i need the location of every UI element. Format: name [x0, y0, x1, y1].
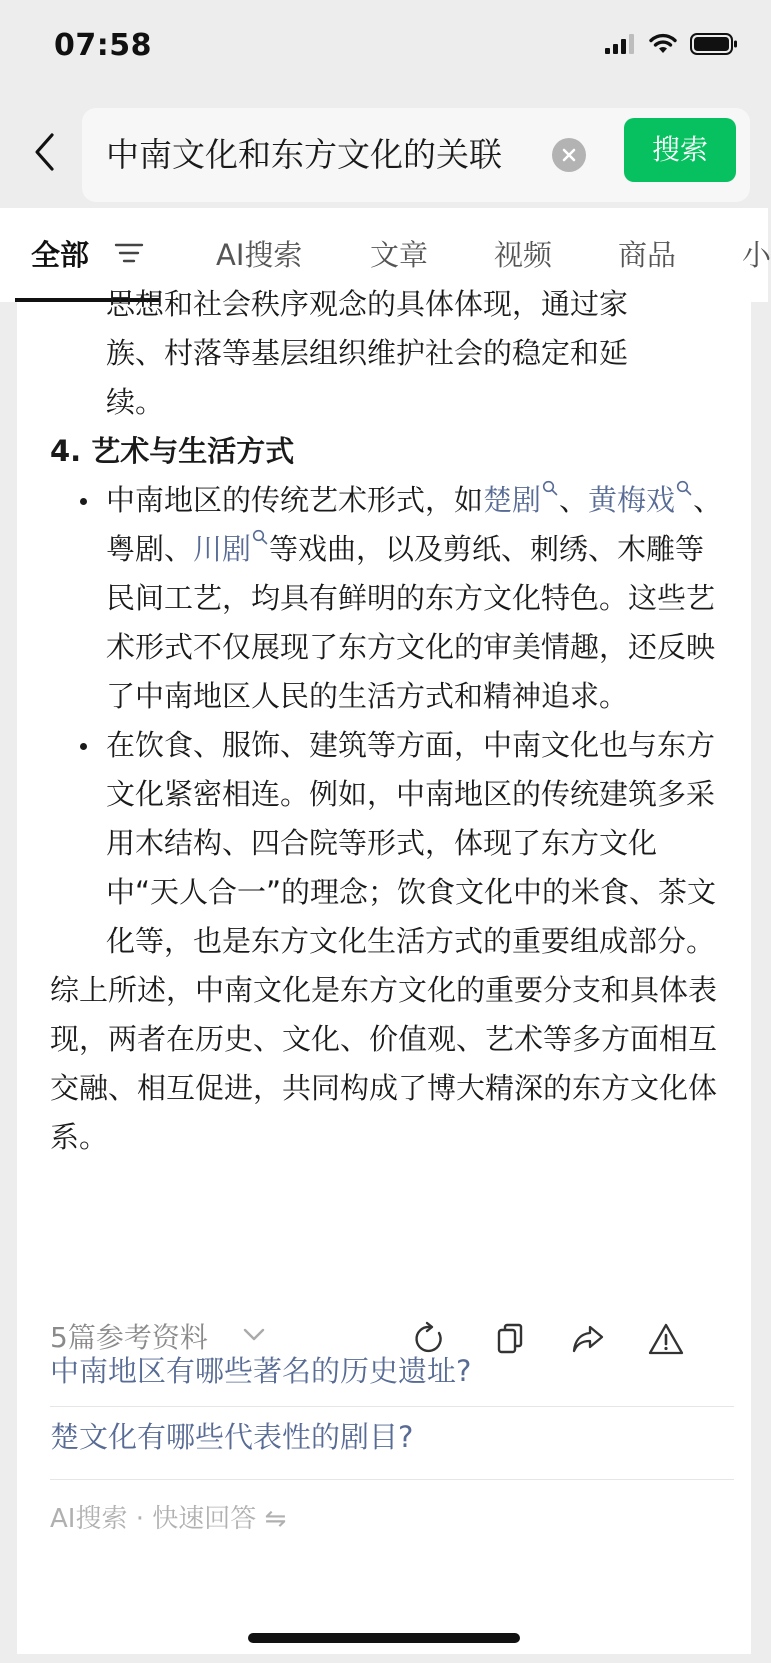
partial-paragraph	[50, 280, 730, 427]
report-button[interactable]	[646, 1319, 686, 1359]
clear-search-button[interactable]	[552, 138, 586, 172]
footer-label: AI搜索 · 快速回答 ⇋	[50, 1504, 287, 1534]
cellular-signal-icon	[604, 33, 636, 59]
references-toggle[interactable]: 5篇参考资料	[50, 1321, 208, 1354]
link-huangmeixi[interactable]: 黄梅戏	[588, 483, 676, 517]
filter-icon[interactable]	[114, 238, 144, 272]
text-span: 等戏曲，以及剪纸、刺绣、木雕等民间工艺，均具有鲜明的东方文化特色。这些艺术形式不仅展现了东方文化的审美情趣，还反映了中南地区人民的生活方式和精神追求。	[106, 532, 716, 713]
text-line: 续。	[106, 385, 165, 419]
status-bar	[0, 0, 768, 96]
search-icon	[676, 480, 692, 496]
search-icon	[542, 480, 558, 496]
link-chuju[interactable]: 楚剧	[483, 483, 542, 517]
tab-ai-search[interactable]: AI搜索	[216, 238, 303, 272]
link-chuanju[interactable]: 川剧	[193, 532, 252, 566]
bullet-text	[106, 476, 730, 721]
search-bar-row	[0, 96, 768, 208]
status-time: 07:58	[54, 28, 152, 63]
warning-icon	[647, 1321, 685, 1357]
section-heading: 4. 艺术与生活方式	[50, 434, 295, 468]
chevron-down-icon[interactable]	[242, 1327, 266, 1343]
summary-paragraph: 综上所述，中南文化是东方文化的重要分支和具体表现，两者在历史、文化、价值观、艺术等多方面相互交融、相互促进，共同构成了博大精深的东方文化体系。	[50, 973, 718, 1154]
suggested-question-2[interactable]: 楚文化有哪些代表性的剧目?	[50, 1420, 414, 1454]
text-line: 思想和社会秩序观念的具体体现，通过家	[106, 287, 629, 321]
tab-videos[interactable]: 视频	[494, 238, 553, 272]
divider	[50, 1406, 734, 1407]
battery-icon	[690, 32, 738, 60]
bullet-text: 在饮食、服饰、建筑等方面，中南文化也与东方文化紧密相连。例如，中南地区的传统建筑多采用木结构、四合院等形式，体现了东方文化中“天人合一”的理念；饮食文化中的米食、茶文化等，也是东方文化生活方式的重要组成部分。	[106, 728, 717, 958]
status-icons	[604, 32, 738, 60]
text-span: 、	[559, 483, 589, 517]
ai-answer-card	[17, 287, 751, 1654]
bullet-dot	[80, 498, 87, 505]
tab-articles[interactable]: 文章	[370, 238, 429, 272]
bullet-item	[50, 721, 730, 966]
text-span: 中南地区的传统艺术形式，如	[106, 483, 484, 517]
bullet-item	[50, 476, 730, 721]
text-line: 族、村落等基层组织维护社会的稳定和延	[106, 336, 629, 370]
back-button[interactable]	[24, 124, 64, 180]
answer-content	[50, 280, 730, 1162]
share-button[interactable]	[568, 1319, 608, 1359]
text-span: 、粤剧、	[106, 483, 723, 566]
tab-products[interactable]: 商品	[618, 238, 677, 272]
close-icon	[562, 148, 576, 162]
copy-button[interactable]	[490, 1319, 530, 1359]
tab-all[interactable]: 全部	[31, 238, 90, 272]
search-input[interactable]: 中南文化和东方文化的关联	[106, 135, 502, 174]
suggested-question-1[interactable]: 中南地区有哪些著名的历史遗址?	[50, 1354, 472, 1388]
search-button[interactable]: 搜索	[624, 118, 736, 182]
back-arrow-icon	[33, 132, 55, 172]
tab-more[interactable]: 小	[742, 238, 771, 272]
wifi-icon	[648, 33, 678, 59]
search-box	[82, 108, 750, 202]
search-icon	[252, 529, 268, 545]
home-indicator	[248, 1633, 520, 1643]
bullet-dot	[80, 743, 87, 750]
copy-icon	[492, 1321, 528, 1357]
share-icon	[570, 1321, 606, 1357]
divider	[50, 1479, 734, 1480]
